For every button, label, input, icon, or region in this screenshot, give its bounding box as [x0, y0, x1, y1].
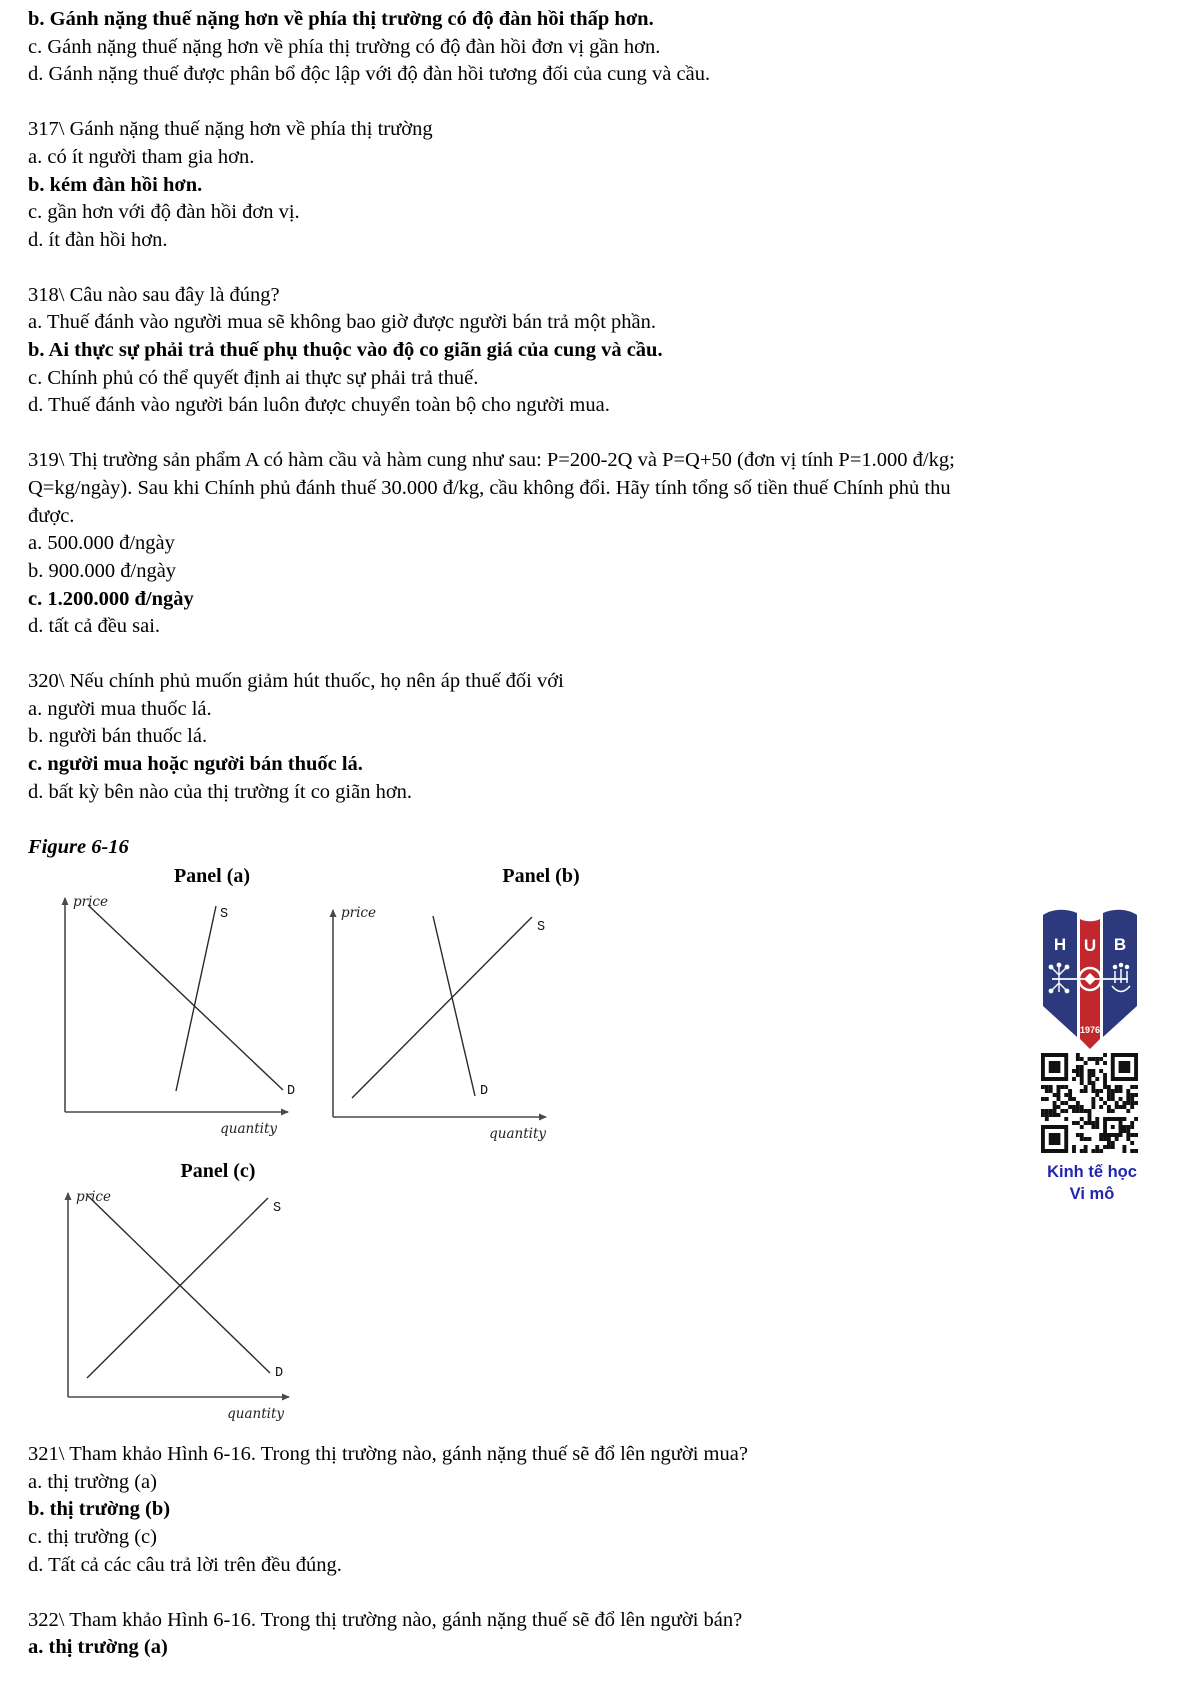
- text-line: a. thị trường (a): [28, 1636, 168, 1659]
- panel-a-quantity-label: quantity: [220, 1121, 277, 1137]
- panel-b-price-label: price: [341, 905, 376, 921]
- panel-a-title: Panel (a): [173, 865, 251, 887]
- text-line: c. gần hơn với độ đàn hồi đơn vị.: [28, 201, 300, 224]
- text-line: 321\ Tham khảo Hình 6-16. Trong thị trường nào, gánh nặng thuế sẽ đổ lên người mua?: [28, 1443, 748, 1465]
- panel-a-supply-curve: [176, 906, 216, 1091]
- text-line: c. 1.200.000 đ/ngày: [28, 587, 194, 610]
- text-line: b. Ai thực sự phải trả thuế phụ thuộc vào độ co giãn giá của cung và cầu.: [28, 339, 663, 362]
- logo-letter-b: B: [1113, 935, 1127, 954]
- text-line: 318\ Câu nào sau đây là đúng?: [28, 283, 280, 306]
- panel-c-supply-curve: [87, 1198, 268, 1378]
- panel-b-demand-label: D: [480, 1084, 489, 1099]
- text-line: b. 900.000 đ/ngày: [28, 559, 177, 582]
- qr-caption-line1: Kinh tế học: [1047, 1163, 1137, 1181]
- panel-c-demand-label: D: [275, 1366, 284, 1381]
- panel-c-quantity-label: quantity: [227, 1406, 284, 1422]
- panel-b-demand-curve: [433, 916, 475, 1096]
- text-line: d. tất cả đều sai.: [28, 615, 161, 638]
- logo-letter-h: H: [1053, 935, 1067, 954]
- text-line: c. thị trường (c): [28, 1526, 157, 1549]
- text-line: a. Thuế đánh vào người mua sẽ không bao giờ được người bán trả một phần.: [28, 311, 656, 334]
- text-line: 319\ Thị trường sản phẩm A có hàm cầu và hàm cung như sau: P=200-2Q và P=Q+50 (đơn vị tính P=1.000 đ/kg;: [28, 449, 955, 472]
- logo-letter-u: U: [1083, 936, 1097, 955]
- text-line: d. Tất cả các câu trả lời trên đều đúng.: [28, 1553, 342, 1576]
- panel-c-price-label: price: [76, 1189, 111, 1205]
- text-line: 317\ Gánh nặng thuế nặng hơn về phía thị trường: [28, 118, 433, 141]
- text-line: Q=kg/ngày). Sau khi Chính phủ đánh thuế 30.000 đ/kg, cầu không đổi. Hãy tính tổng số tiền thuế Chính phủ thu: [28, 476, 951, 499]
- text-line: c. Chính phủ có thể quyết định ai thực sự phải trả thuế.: [28, 366, 479, 389]
- panel-c-supply-label: S: [273, 1201, 282, 1216]
- qr-caption: [1036, 1161, 1148, 1205]
- text-line: d. Thuế đánh vào người bán luôn được chuyển toàn bộ cho người mua.: [28, 394, 610, 417]
- panel-b-supply-curve: [352, 917, 532, 1098]
- text-line: 320\ Nếu chính phủ muốn giảm hút thuốc, họ nên áp thuế đối với: [28, 670, 564, 693]
- text-line: c. Gánh nặng thuế nặng hơn về phía thị trường có độ đàn hồi đơn vị gần hơn.: [28, 35, 661, 58]
- text-line: 322\ Tham khảo Hình 6-16. Trong thị trường nào, gánh nặng thuế sẽ đổ lên người bán?: [28, 1608, 743, 1631]
- text-line: a. có ít người tham gia hơn.: [28, 145, 255, 168]
- text-line: b. thị trường (b): [28, 1498, 171, 1521]
- shield-icon: [1043, 910, 1137, 1049]
- text-line: a. người mua thuốc lá.: [28, 697, 212, 720]
- text-line: d. Gánh nặng thuế được phân bổ độc lập với độ đàn hồi tương đối của cung và cầu.: [28, 63, 711, 86]
- panel-b-supply-label: S: [537, 920, 546, 935]
- qr-code: [1041, 1053, 1138, 1153]
- text-line: được.: [28, 504, 75, 527]
- text-line: b. người bán thuốc lá.: [28, 725, 208, 748]
- panel-b-title: Panel (b): [502, 865, 580, 887]
- panel-a-demand-curve: [88, 905, 283, 1090]
- text-line: b. Gánh nặng thuế nặng hơn về phía thị trường có độ đàn hồi thấp hơn.: [28, 8, 654, 30]
- hub-university-logo: [1040, 903, 1140, 1053]
- text-line: a. thị trường (a): [28, 1470, 157, 1493]
- text-line: c. người mua hoặc người bán thuốc lá.: [28, 753, 363, 776]
- panel-a-demand-label: D: [287, 1084, 296, 1099]
- logo-year: 1976: [1079, 1025, 1101, 1035]
- text-line: Figure 6-16: [28, 835, 129, 858]
- text-line: d. ít đàn hồi hơn.: [28, 228, 168, 251]
- text-line: b. kém đàn hồi hơn.: [28, 173, 203, 196]
- panel-a-supply-label: S: [220, 907, 229, 922]
- panel-c-title: Panel (c): [180, 1160, 256, 1182]
- panel-b-quantity-label: quantity: [489, 1126, 546, 1142]
- text-line: a. 500.000 đ/ngày: [28, 532, 175, 555]
- qr-caption-line2: Vi mô: [1069, 1185, 1115, 1203]
- text-line: d. bất kỳ bên nào của thị trường ít co giãn hơn.: [28, 780, 413, 803]
- panel-a-price-label: price: [73, 894, 108, 910]
